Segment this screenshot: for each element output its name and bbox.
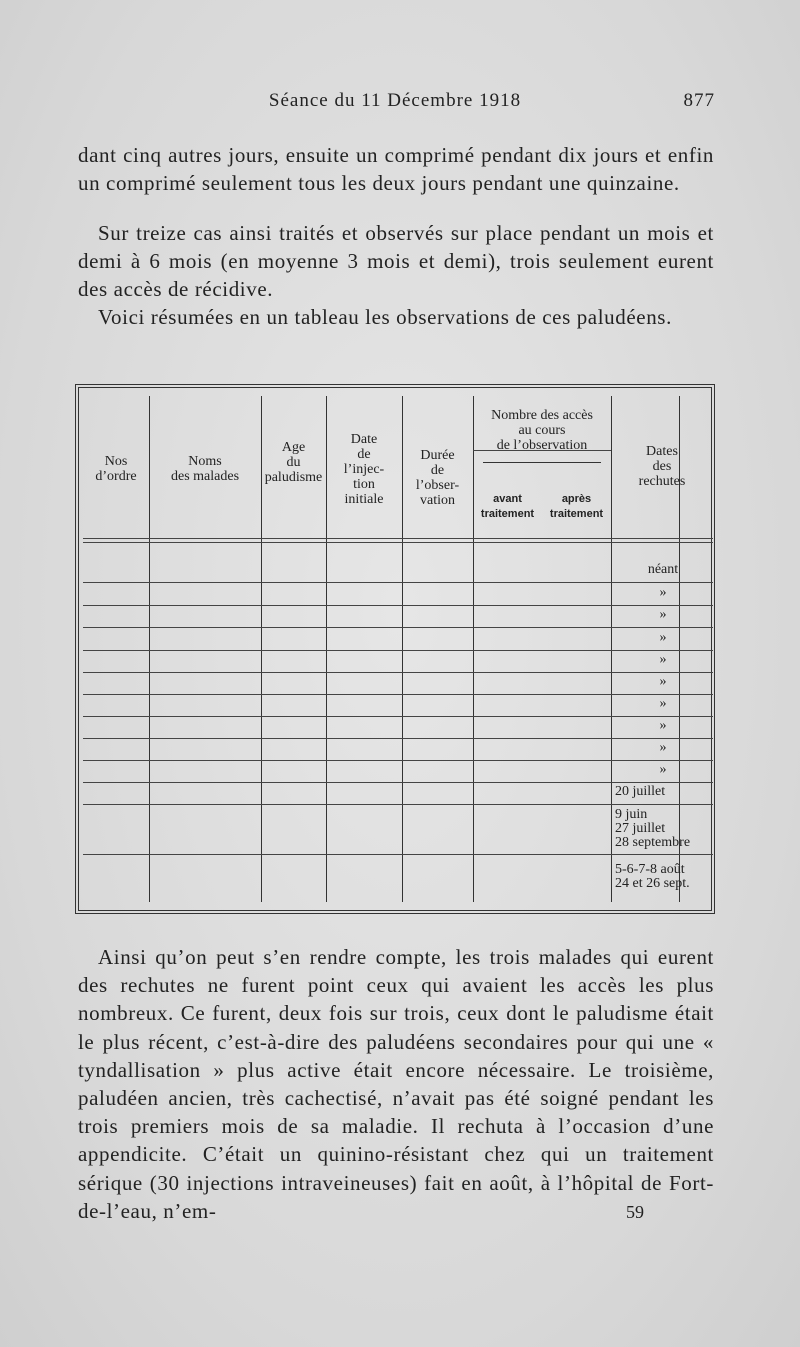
header-acces-line: de l’observation: [496, 438, 588, 453]
header-title: Séance du 11 Décembre 1918: [268, 90, 522, 111]
rechute-date: 5-6-7-8 août: [615, 862, 685, 877]
row-rechutes: [615, 719, 711, 733]
header-avant-line: avant: [493, 493, 522, 505]
row-divider: [83, 582, 713, 583]
row-rechutes: [615, 863, 711, 891]
rechute-date: néant: [647, 562, 679, 577]
brace-line: [483, 462, 601, 464]
row-rechutes: [615, 808, 711, 850]
rechute-date: »: [659, 585, 667, 600]
header-noms: [149, 454, 261, 484]
rechute-date: »: [659, 674, 667, 689]
row-rechutes: [615, 763, 711, 777]
row-divider: [83, 738, 713, 739]
header-rechutes: [611, 444, 713, 489]
rechute-date: 28 septembre: [615, 834, 691, 850]
row-rechutes: [615, 586, 711, 600]
header-age-line: Age: [281, 440, 306, 455]
rechute-date: »: [659, 630, 667, 645]
rechute-date: »: [659, 718, 667, 733]
row-divider: [83, 854, 713, 855]
row-divider: [83, 804, 713, 805]
paragraph-2: Sur treize cas ainsi traités et observés sur place pendant un mois et demi à 6 mois (en moyenne 3 mois et demi), trois seulement eurent des accès de récidive.: [78, 221, 714, 302]
header-noms-line: des malades: [170, 469, 240, 484]
row-divider: [83, 605, 713, 606]
header-acces-line: Nombre des accès: [491, 408, 593, 423]
header-double-line: [83, 538, 713, 539]
row-rechutes: [615, 675, 711, 689]
header-duree: [402, 448, 473, 508]
row-divider: [83, 716, 713, 717]
column-divider: [473, 396, 474, 902]
rechute-date: »: [659, 607, 667, 622]
rechute-date: »: [659, 740, 667, 755]
header-duree-line: de: [430, 463, 445, 478]
header-num-line: d’ordre: [95, 469, 137, 484]
page-number: 877: [683, 90, 715, 111]
header-duree-line: vation: [420, 493, 455, 508]
header-avant: [473, 492, 542, 522]
rechute-date: »: [659, 652, 667, 667]
rechute-date: 24 et 26 sept.: [615, 876, 690, 891]
observations-table: [75, 384, 715, 914]
paragraph-3: Voici résumées en un tableau les observations de ces paludéens.: [98, 305, 672, 329]
paragraph-1: dant cinq autres jours, ensuite un comprimé pendant dix jours et enfin un comprimé seulement tous les deux jours pendant une quinzaine.: [78, 143, 714, 196]
rechute-date: »: [659, 762, 667, 777]
header-age: [261, 440, 326, 485]
rechute-date: »: [659, 696, 667, 711]
row-divider: [83, 760, 713, 761]
header-date: [326, 432, 402, 507]
rechute-date: 9 juin: [615, 806, 648, 822]
header-age-line: paludisme: [264, 470, 323, 485]
row-divider: [83, 650, 713, 651]
header-num-line: Nos: [104, 454, 128, 469]
row-rechutes: [615, 697, 711, 711]
signature-mark: 59: [626, 1202, 644, 1222]
row-divider: [83, 672, 713, 673]
header-double-line: [83, 542, 713, 543]
row-rechutes: [615, 741, 711, 755]
header-apres-line: traitement: [549, 508, 604, 520]
header-acces-line: au cours: [518, 423, 566, 438]
header-avant-line: traitement: [480, 508, 535, 520]
rechute-date: 27 juillet: [615, 820, 666, 836]
row-divider: [83, 782, 713, 783]
row-rechutes: [615, 785, 711, 799]
row-divider: [83, 694, 713, 695]
paragraph-4: Ainsi qu’on peut s’en rendre compte, les trois malades qui eurent des rechutes ne furent point ceux qui avaient les accès les plus nombreux. Ce furent, deux fois sur trois, ceux dont le paludisme était le plus récent, c’est-à-dire des paludéens secondaires pour qui une « tyndallisation » plus active était encore nécessaire. Le troisième, paludéen ancien, très cachectisé, n’avait pas été soigné pendant les trois premiers mois de sa maladie. Il rechuta à l’occasion d’une appendicite. C’était un quinino-résistant chez qui un traitement sérique (30 injections intraveineuses) fait en août, à l’hôpital de Fort-de-l’eau, n’em-: [78, 945, 714, 1223]
header-date-line: de: [357, 447, 371, 462]
row-rechutes: [615, 653, 711, 667]
header-rechutes-line: des: [652, 459, 672, 474]
header-age-line: du: [286, 455, 301, 470]
header-apres: [542, 492, 611, 522]
header-date-line: l’injec-: [343, 462, 385, 477]
header-date-line: tion: [353, 477, 375, 492]
row-rechutes: [615, 631, 711, 645]
header-num: [83, 454, 149, 484]
header-rechutes-line: rechutes: [638, 474, 686, 489]
header-date-line: Date: [350, 432, 378, 447]
row-rechutes: [615, 608, 711, 622]
row-divider: [83, 627, 713, 628]
header-duree-line: l’obser-: [415, 478, 460, 493]
header-noms-line: Noms: [188, 454, 222, 469]
rechute-date: 20 juillet: [615, 784, 666, 799]
header-acces: [473, 408, 611, 453]
row-rechutes: [615, 563, 711, 577]
header-apres-line: après: [561, 493, 592, 505]
running-header: [75, 90, 715, 120]
header-date-line: initiale: [344, 492, 384, 507]
header-rechutes-line: Dates: [646, 444, 678, 459]
header-duree-line: Durée: [420, 448, 455, 463]
